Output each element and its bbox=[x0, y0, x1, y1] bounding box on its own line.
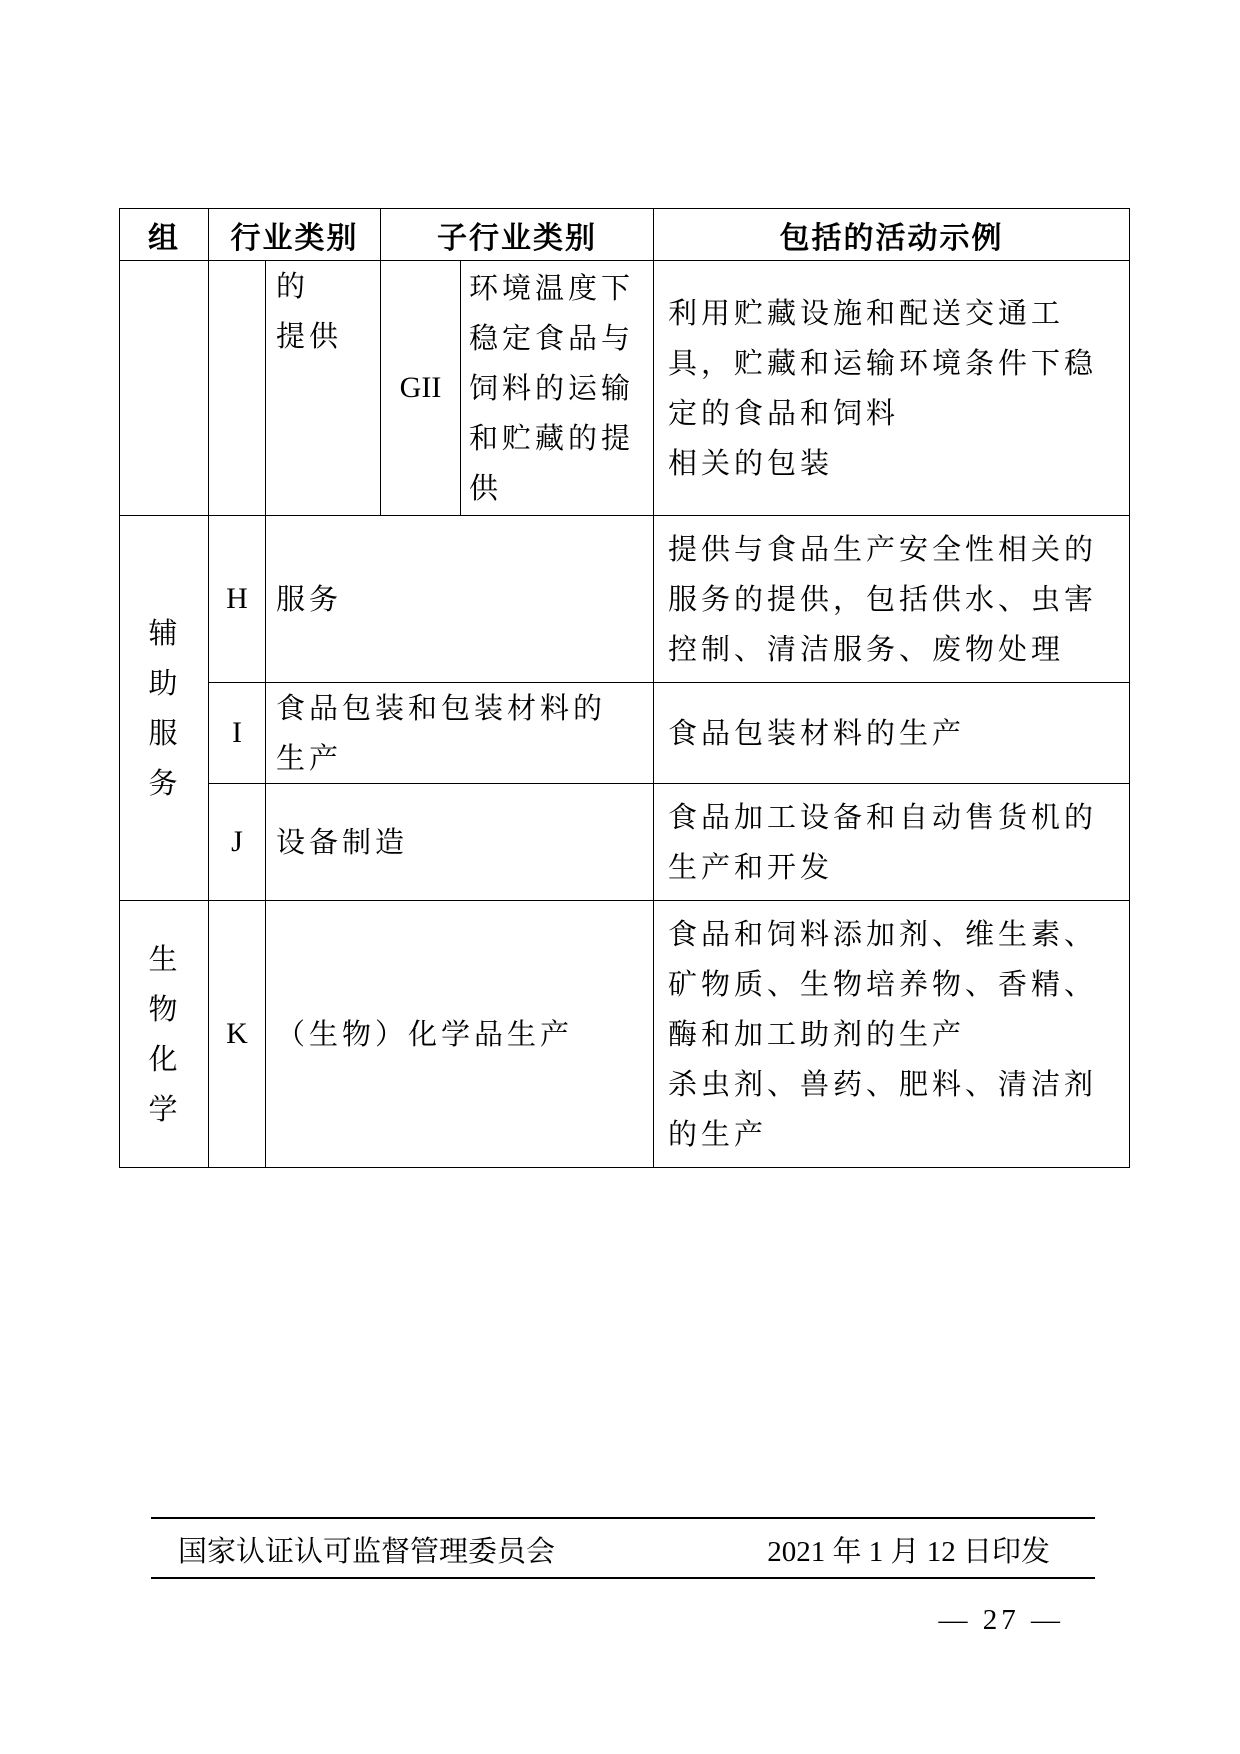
industry-name-h-cell bbox=[266, 516, 654, 683]
group-biochem-label: 生物化学 bbox=[148, 942, 180, 1126]
industry-name-i-cell bbox=[266, 683, 654, 784]
industry-code-h: H bbox=[209, 516, 266, 683]
industry-name-k-cell bbox=[266, 901, 654, 1168]
industry-category-table bbox=[119, 208, 1130, 1168]
industry-name-cell bbox=[266, 261, 381, 516]
activities-text: 利用贮藏设施和配送交通工具，贮藏和运输环境条件下稳定的食品和饲料 相关的包装 bbox=[668, 296, 1098, 480]
table-header-row bbox=[120, 209, 1130, 261]
industry-name-k: （生物）化学品生产 bbox=[276, 1017, 574, 1051]
table-row-j bbox=[120, 784, 1130, 901]
footer-organization: 国家认证认可监督管理委员会 bbox=[178, 1536, 556, 1568]
group-biochem bbox=[120, 901, 209, 1168]
activities-h-cell bbox=[654, 516, 1130, 683]
sub-industry-name-cell bbox=[461, 261, 654, 516]
table-row-i bbox=[120, 683, 1130, 784]
activities-k-cell bbox=[654, 901, 1130, 1168]
group-aux-services bbox=[120, 516, 209, 901]
industry-name-continued: 的 提供 bbox=[276, 269, 343, 353]
header-sub-industry: 子行业类别 bbox=[381, 209, 654, 261]
activities-j-cell bbox=[654, 784, 1130, 901]
activities-i-cell bbox=[654, 683, 1130, 784]
activities-j: 食品加工设备和自动售货机的生产和开发 bbox=[668, 800, 1098, 884]
table-row-h bbox=[120, 516, 1130, 683]
table-row-g bbox=[120, 261, 1130, 516]
sub-industry-name: 环境温度下稳定食品与饲料的运输和贮藏的提供 bbox=[469, 271, 635, 505]
activities-cell bbox=[654, 261, 1130, 516]
footer-top-rule bbox=[151, 1517, 1095, 1519]
footer-bottom-rule bbox=[151, 1577, 1095, 1579]
industry-name-j: 设备制造 bbox=[276, 825, 409, 859]
industry-name-j-cell bbox=[266, 784, 654, 901]
group-aux-label: 辅助服务 bbox=[148, 616, 180, 800]
industry-code-i: I bbox=[209, 683, 266, 784]
header-activities: 包括的活动示例 bbox=[654, 209, 1130, 261]
code-cell-empty bbox=[209, 261, 266, 516]
industry-name-h: 服务 bbox=[276, 582, 343, 616]
industry-name-i: 食品包装和包装材料的生产 bbox=[276, 691, 607, 775]
page-number: — 27 — bbox=[938, 1604, 1064, 1636]
industry-code-j: J bbox=[209, 784, 266, 901]
table-row-k bbox=[120, 901, 1130, 1168]
activities-i: 食品包装材料的生产 bbox=[668, 716, 966, 750]
activities-k: 食品和饲料添加剂、维生素、矿物质、生物培养物、香精、酶和加工助剂的生产 杀虫剂、兽药、肥料、清洁剂的生产 bbox=[668, 917, 1098, 1151]
sub-industry-code: GII bbox=[381, 261, 461, 516]
group-cell-empty bbox=[120, 261, 209, 516]
industry-code-k: K bbox=[209, 901, 266, 1168]
header-group: 组 bbox=[120, 209, 209, 261]
activities-h: 提供与食品生产安全性相关的服务的提供，包括供水、虫害控制、清洁服务、废物处理 bbox=[668, 532, 1098, 666]
footer-issue-date: 2021 年 1 月 12 日印发 bbox=[767, 1536, 1050, 1568]
header-industry: 行业类别 bbox=[209, 209, 381, 261]
